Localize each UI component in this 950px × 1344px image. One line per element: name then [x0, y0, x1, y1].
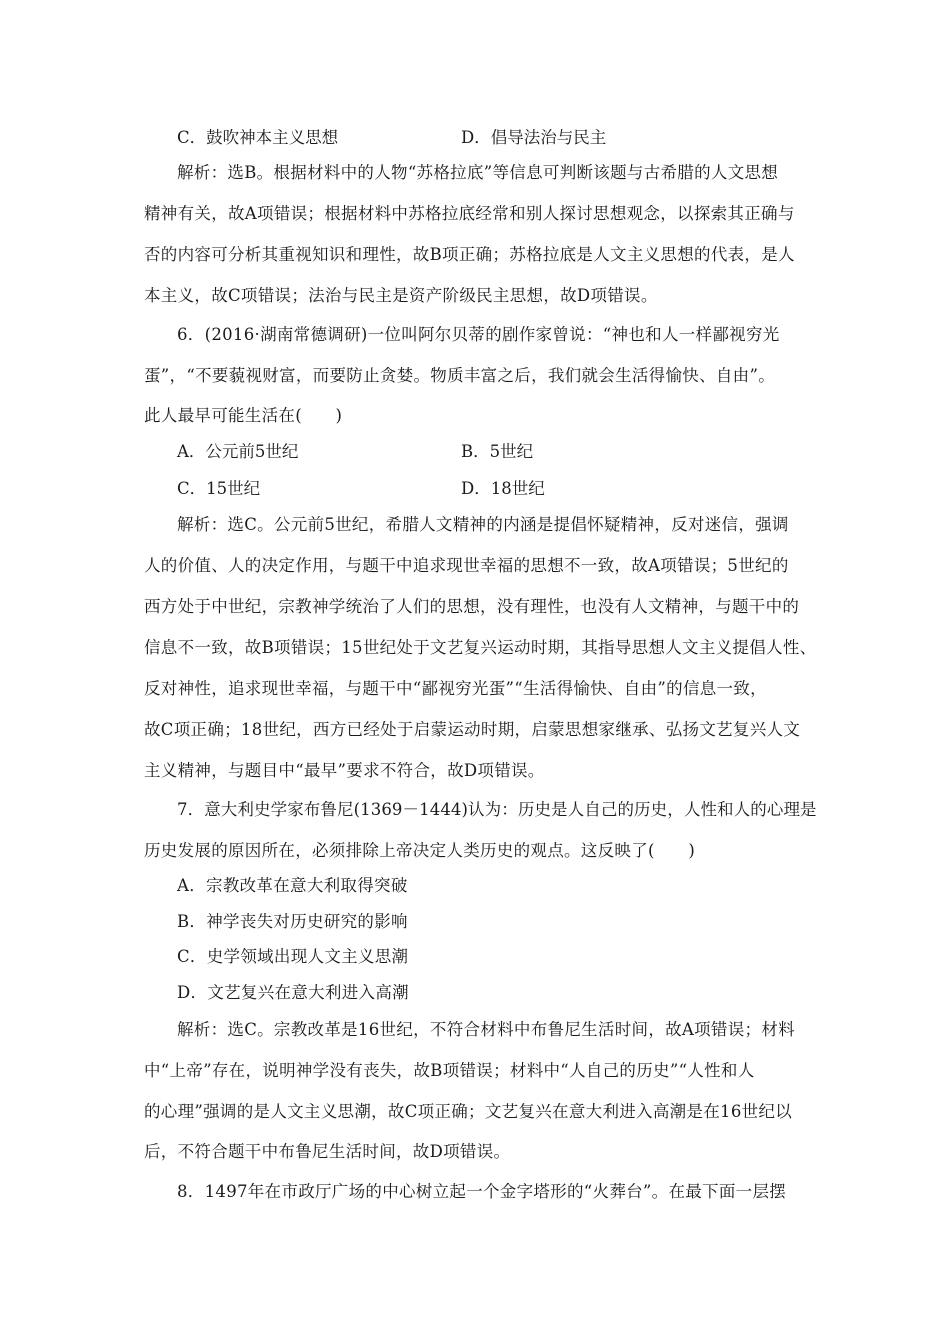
- q6-analysis-line-4: 信息不一致，故B项错误；15世纪处于文艺复兴运动时期，其指导思想人文主义提倡人性、: [144, 638, 817, 657]
- q7-option-d: D．文艺复兴在意大利进入高潮: [177, 983, 409, 1002]
- q7-stem-line-2: 历史发展的原因所在，必须排除上帝决定人类历史的观点。这反映了( ): [144, 841, 696, 860]
- q6-option-c: C．15世纪: [177, 479, 261, 498]
- q6-analysis-line-7: 主义精神，与题目中“最早”要求不符合，故D项错误。: [144, 761, 545, 780]
- q6-analysis-line-6: 故C项正确；18世纪，西方已经处于启蒙运动时期，启蒙思想家继承、弘扬文艺复兴人文: [144, 720, 801, 739]
- q7-option-b: B．神学丧失对历史研究的影响: [177, 912, 408, 931]
- q7-option-c: C．史学领域出现人文主义思潮: [177, 947, 409, 966]
- q6-analysis-line-5: 反对神性，追求现世幸福，与题干中“鄙视穷光蛋”“生活得愉快、自由”的信息一致，: [144, 679, 767, 698]
- q6-option-d: D．18世纪: [461, 479, 545, 498]
- q6-stem-line-3: 此人最早可能生活在( ): [144, 406, 343, 425]
- q5-option-d: D．倡导法治与民主: [461, 128, 607, 147]
- q8-stem-line-1: 8．1497年在市政厅广场的中心树立起一个金字塔形的“火葬台”。在最下面一层摆: [177, 1182, 787, 1201]
- q5-analysis-line-1: 解析：选B。根据材料中的人物“苏格拉底”等信息可判断该题与古希腊的人文思想: [177, 163, 779, 182]
- q6-stem-line-2: 蛋”，“不要藐视财富，而要防止贪婪。物质丰富之后，我们就会生活得愉快、自由”。: [144, 366, 776, 385]
- q5-analysis-line-4: 本主义，故C项错误；法治与民主是资产阶级民主思想，故D项错误。: [144, 286, 658, 305]
- q6-analysis-line-1: 解析：选C。公元前5世纪，希腊人文精神的内涵是提倡怀疑精神，反对迷信，强调: [177, 515, 789, 534]
- q6-analysis-line-3: 西方处于中世纪，宗教神学统治了人们的思想，没有理性，也没有人文精神，与题干中的: [144, 597, 800, 616]
- q7-option-a: A．宗教改革在意大利取得突破: [177, 876, 408, 895]
- q5-option-c: C．鼓吹神本主义思想: [177, 128, 339, 147]
- q6-option-b: B．5世纪: [461, 442, 534, 461]
- q7-stem-line-1: 7．意大利史学家布鲁尼(1369－1444)认为：历史是人自己的历史，人性和人的心理是: [177, 800, 817, 819]
- q5-analysis-line-2: 精神有关，故A项错误；根据材料中苏格拉底经常和别人探讨思想观念，以探索其正确与: [144, 204, 795, 223]
- q5-analysis-line-3: 否的内容可分析其重视知识和理性，故B项正确；苏格拉底是人文主义思想的代表，是人: [144, 245, 795, 264]
- q7-analysis-line-3: 的心理”强调的是人文主义思潮，故C项正确；文艺复兴在意大利进入高潮是在16世纪以: [144, 1102, 793, 1121]
- q7-analysis-line-1: 解析：选C。宗教改革是16世纪，不符合材料中布鲁尼生活时间，故A项错误；材料: [177, 1020, 795, 1039]
- q6-analysis-line-2: 人的价值、人的决定作用，与题干中追求现世幸福的思想不一致，故A项错误；5世纪的: [144, 556, 789, 575]
- q6-option-a: A．公元前5世纪: [177, 442, 299, 461]
- q7-analysis-line-4: 后，不符合题干中布鲁尼生活时间，故D项错误。: [144, 1142, 511, 1161]
- q7-analysis-line-2: 中“上帝”存在，说明神学没有丧失，故B项错误；材料中“人自己的历史”“人性和人: [144, 1061, 755, 1080]
- q6-stem-line-1: 6．(2016·湖南常德调研)一位叫阿尔贝蒂的剧作家曾说：“神也和人一样鄙视穷光: [177, 325, 780, 344]
